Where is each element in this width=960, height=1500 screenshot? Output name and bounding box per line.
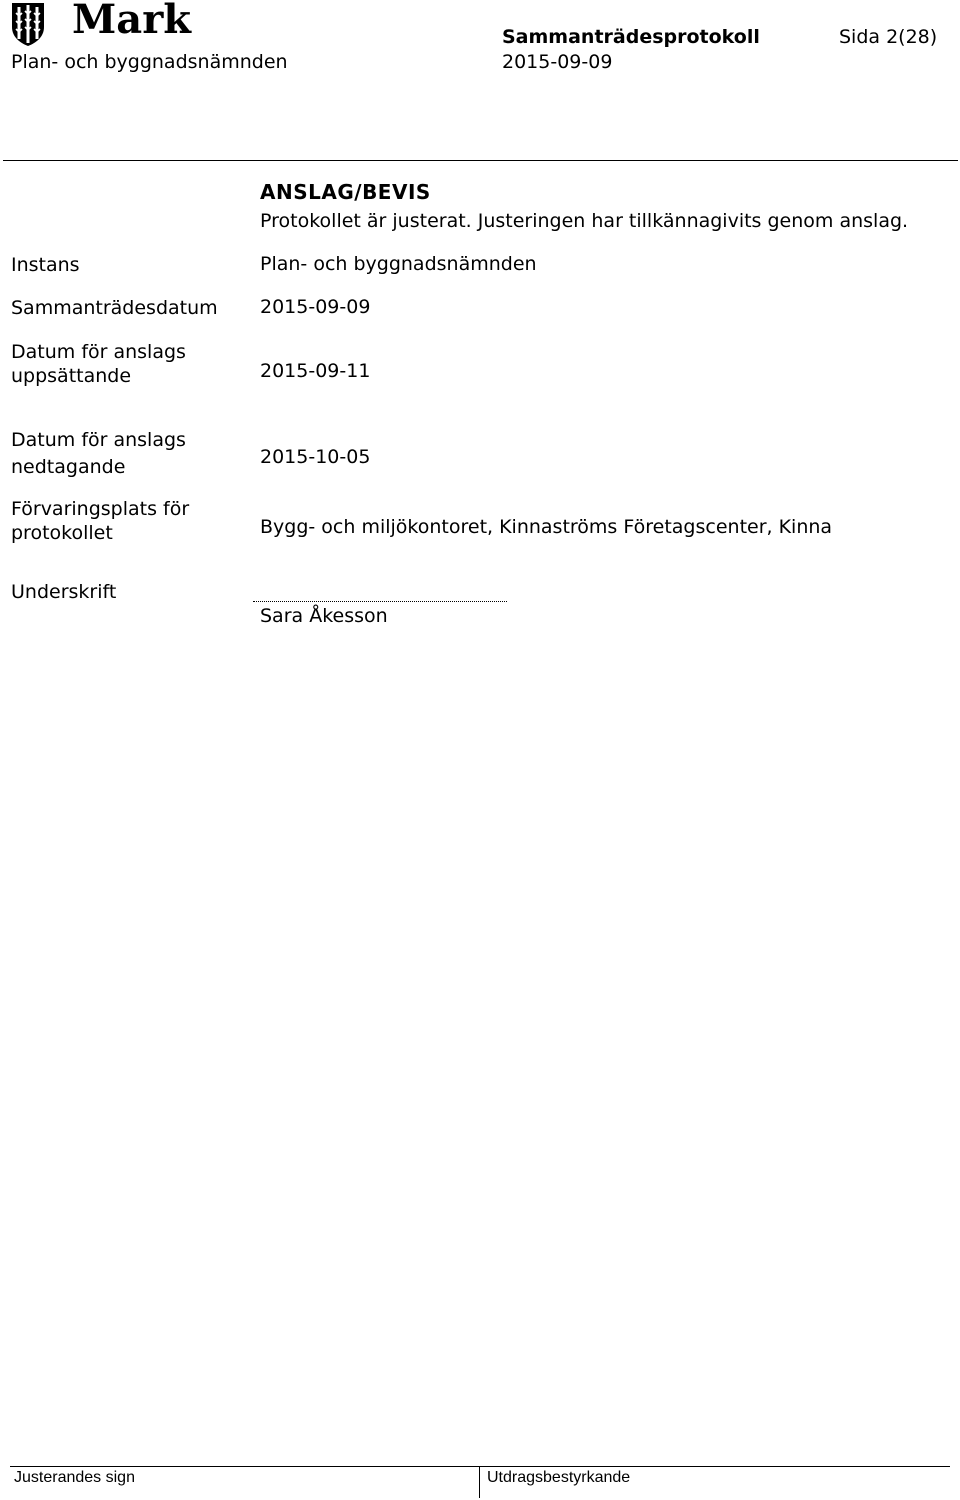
value-posting-date: 2015-09-11: [260, 360, 371, 382]
value-removal-date: 2015-10-05: [260, 446, 371, 468]
footer-divider-right: [480, 1466, 950, 1467]
municipality-logo: [10, 0, 191, 48]
notice-heading: ANSLAG/BEVIS: [260, 180, 431, 204]
header-committee: Plan- och byggnadsnämnden: [11, 51, 288, 73]
label-removal-date: Datum för anslags nedtagande: [11, 429, 186, 478]
footer-separator: [479, 1466, 480, 1498]
notice-intro: Protokollet är justerat. Justeringen har tillkännagivits genom anslag.: [260, 210, 909, 232]
header-divider: [3, 160, 958, 161]
logo-wordmark: Mark: [72, 0, 191, 43]
label-posting-date: Datum för anslags uppsättande: [11, 341, 186, 387]
label-signature: Underskrift: [11, 581, 117, 603]
value-meeting-date: 2015-09-09: [260, 296, 371, 318]
footer-adjuster-sign: Justerandes sign: [14, 1469, 135, 1486]
value-instans: Plan- och byggnadsnämnden: [260, 253, 537, 275]
value-storage-place: Bygg- och miljökontoret, Kinnaströms Företagscenter, Kinna: [260, 516, 833, 538]
signature-line: [253, 601, 507, 602]
signatory-name: Sara Åkesson: [260, 605, 388, 627]
label-storage-place: Förvaringsplats för protokollet: [11, 498, 190, 544]
header-document-title: Sammanträdesprotokoll: [502, 26, 760, 48]
footer-extract-certification: Utdragsbestyrkande: [487, 1469, 631, 1486]
header-page-number: Sida 2(28): [839, 26, 938, 48]
label-meeting-date: Sammanträdesdatum: [11, 297, 218, 319]
municipality-crest-icon: [10, 1, 46, 47]
footer-divider-left: [10, 1466, 480, 1467]
header-date: 2015-09-09: [502, 51, 613, 73]
label-instans: Instans: [11, 254, 80, 276]
